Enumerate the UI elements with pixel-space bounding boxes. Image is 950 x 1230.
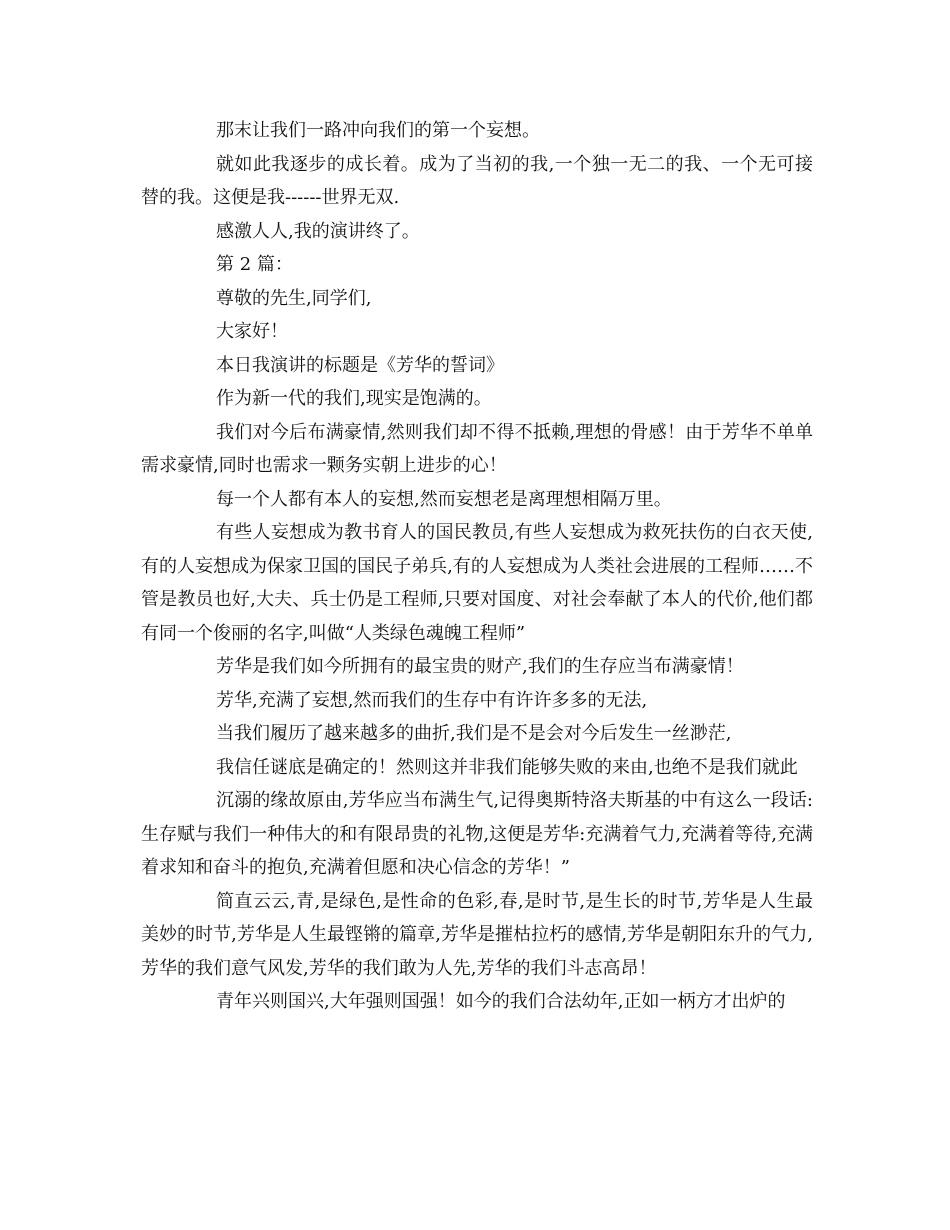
paragraph-13: 芳华,充满了妄想,然而我们的生存中有许许多多的无法, xyxy=(216,689,648,711)
section-heading: 第 2 篇： xyxy=(216,254,293,275)
paragraph-1: 那末让我们一路冲向我们的第一个妄想。 xyxy=(216,120,540,141)
paragraph-17: 简直云云,青,是绿色,是性命的色彩,春,是时节,是生长的时节,芳华是人生最美妙的时节,芳华是人生最铿锵的篇章,芳华是摧枯拉朽的感情,芳华是朝阳东升的气力,芳华的我们意气风发,芳华的我们敢为人先,芳华的我们斗志高昂！ xyxy=(141,890,813,979)
paragraph-10: 每一个人都有本人的妄想,然而妄想老是离理想相隔万里。 xyxy=(216,488,672,510)
paragraph-11: 有些人妄想成为教书育人的国民教员,有些人妄想成为救死扶伤的白衣天使,有的人妄想成为保家卫国的国民子弟兵,有的人妄想成为人类社会进展的工程师……不管是教员也好,大夫、兵士仍是工程师,只要对国度、对社会奉献了本人的代价,他们都有同一个俊丽的名字,叫做“人类绿色魂魄工程师” xyxy=(141,522,813,644)
paragraph-8: 作为新一代的我们,现实是饱满的。 xyxy=(216,388,492,409)
document-page xyxy=(141,114,813,1019)
paragraph-2: 就如此我逐步的成长着。成为了当初的我,一个独一无二的我、一个无可接替的我。这便是我------世界无双. xyxy=(141,153,813,208)
paragraph-16: 沉溺的缘故原由,芳华应当布满生气,记得奥斯特洛夫斯基的中有这么一段话:生存赋与我们一种伟大的和有限昂贵的礼物,这便是芳华:充满着气力,充满着等待,充满着求知和奋斗的抱负,充满着但愿和决心信念的芳华！” xyxy=(141,790,813,878)
paragraph-3: 感激人人,我的演讲终了。 xyxy=(216,220,420,242)
paragraph-14: 当我们履历了越来越多的曲折,我们是不是会对今后发生一丝渺茫, xyxy=(216,723,732,744)
greeting: 大家好！ xyxy=(216,321,288,342)
paragraph-9: 我们对今后布满豪情,然则我们却不得不抵赖,理想的骨感！由于芳华不单单需求豪情,同时也需求一颗务实朝上进步的心！ xyxy=(141,421,813,476)
salutation: 尊敬的先生,同学们, xyxy=(216,287,372,309)
paragraph-12: 芳华是我们如今所拥有的最宝贵的财产,我们的生存应当布满豪情！ xyxy=(216,656,744,677)
speech-title-line: 本日我演讲的标题是《芳华的誓词》 xyxy=(216,354,504,376)
paragraph-18: 青年兴则国兴,大年强则国强！如今的我们合法幼年,正如一柄方才出炉的 xyxy=(216,991,786,1012)
paragraph-15: 我信任谜底是确定的！然则这并非我们能够失败的来由,也绝不是我们就此 xyxy=(216,756,798,778)
